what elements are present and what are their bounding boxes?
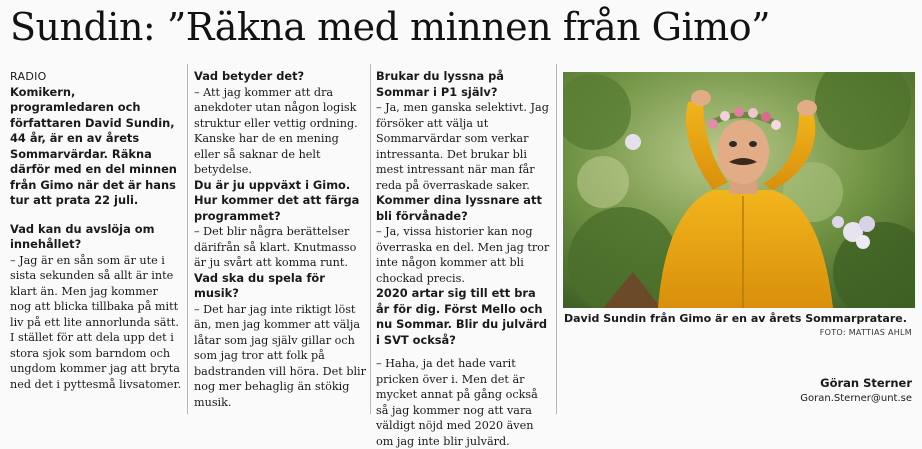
column-1 <box>10 69 182 392</box>
headline: Sundin: ”Räkna med minnen från Gimo” <box>10 5 770 49</box>
answer-1: – Jag är en sån som är ute i sista sekunden så allt är inte klart än. Men jag kommer nog att blicka tillbaka på mitt liv på ett lite annorlunda sätt. I stället för att dela upp det i stora sjok som barndom och ungdom kommer jag att bryta ned det i pyttesmå livsatomer. <box>10 253 182 391</box>
question-2: Vad betyder det? <box>194 69 305 83</box>
column-rule <box>556 64 557 414</box>
answer-2: – Att jag kommer att dra anekdoter utan någon logisk struktur eller vettig ordning. Kanske har de en mening eller så saknar de helt betydelse. <box>194 85 358 176</box>
author-email: Goran.Sterner@unt.se <box>800 393 912 404</box>
column-3 <box>376 69 550 348</box>
answer-4: – Det har jag inte riktigt löst än, men jag kommer att välja låtar som jag själv gillar och som jag tror att folk på badstranden vill höra. Det blir nog mer behaglig än stökig musik. <box>194 302 366 409</box>
column-rule <box>187 64 188 414</box>
answer-6: – Ja, vissa historier kan nog överraska en del. Men jag tror inte någon kommer att bli chockad precis. <box>376 225 550 285</box>
byline <box>788 375 912 406</box>
column-rule <box>370 64 371 414</box>
question-3: Du är ju uppväxt i Gimo. Hur kommer det att färga programmet? <box>194 177 360 223</box>
question-5: Brukar du lyssna på Sommar i P1 själv? <box>376 69 504 99</box>
portrait-photo <box>563 72 915 308</box>
question-6: Kommer dina lyssnare att bli förvånade? <box>376 193 542 223</box>
question-1: Vad kan du avslöja om innehållet? <box>10 221 155 251</box>
photo-caption: David Sundin från Gimo är en av årets Sommarpratare. <box>564 312 907 325</box>
column-3-continued <box>376 356 550 449</box>
question-7: 2020 artar sig till ett bra år för dig. Först Mello och nu Sommar. Blir du julvärd i SVT också? <box>376 286 548 347</box>
answer-7: – Haha, ja det hade varit pricken över i. Men det är mycket annat på gång också så jag kommer nog att vara väldigt nöjd med 2020 även om jag inte blir julvärd. <box>376 357 538 448</box>
answer-3: – Det blir några berättelser därifrån så klart. Knutmasso är ju svårt att komma runt. <box>194 225 357 269</box>
question-4: Vad ska du spela för musik? <box>194 270 325 300</box>
ingress: Komikern, programledaren och författaren David Sundin, 44 år, är en av årets Sommarvärdar. Räkna därför med en del minnen från Gimo när det är hans tur att prata 22 juli. <box>10 84 177 207</box>
author-name: Göran Sterner <box>820 376 912 390</box>
section-kicker: RADIO <box>10 70 47 83</box>
answer-5: – Ja, men ganska selektivt. Jag försöker att välja ut Sommarvärdar som verkar intressanta. Det brukar bli mest intressant när man får reda på överraskade saker. <box>376 101 549 192</box>
photo-credit: FOTO: MATTIAS AHLM <box>819 328 912 337</box>
column-2 <box>194 69 366 410</box>
